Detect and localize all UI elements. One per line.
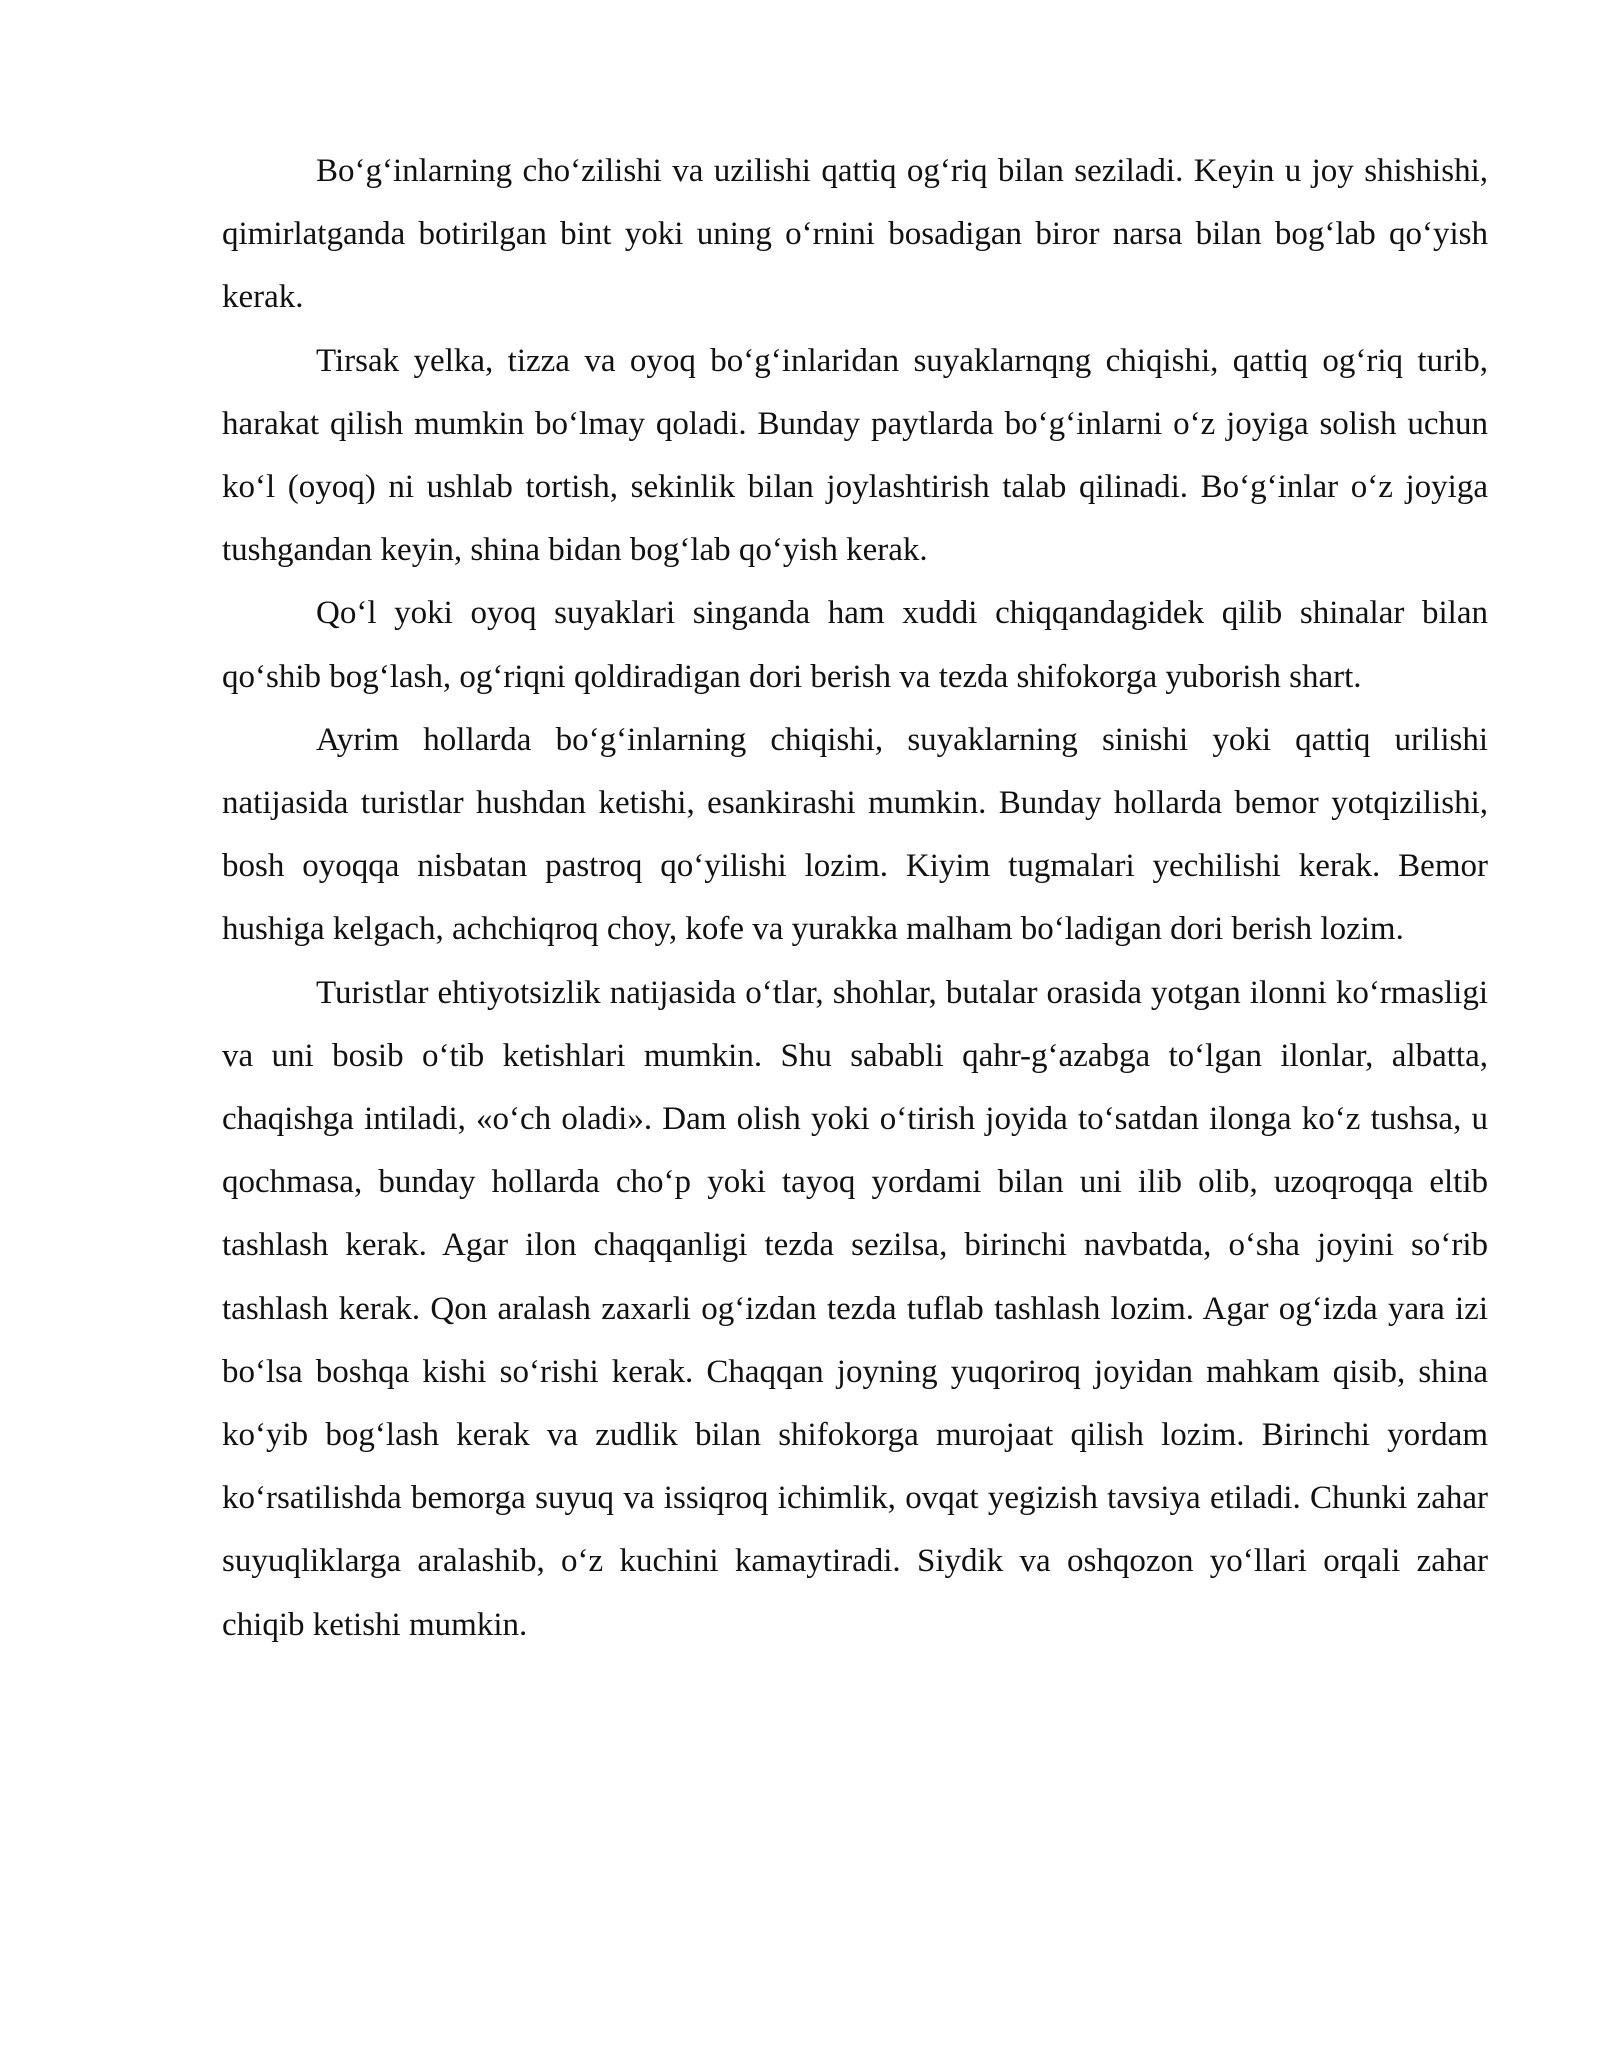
paragraph-sprains: Bo‘g‘inlarning cho‘zilishi va uzilishi qattiq og‘riq bilan seziladi. Keyin u joy shishishi, qimirlatganda botirilgan bint yoki uning o‘rnini bosadigan biror narsa bilan bog‘lab qo‘yish kerak. (222, 153, 1488, 316)
paragraph-dislocations: Tirsak yelka, tizza va oyoq bo‘g‘inlaridan suyaklarnqng chiqishi, qattiq og‘riq turib, harakat qilish mumkin bo‘lmay qoladi. Bunday paytlarda bo‘g‘inlarni o‘z joyiga solish uchun ko‘l (oyoq) ni ushlab tortish, sekinlik bilan joylashtirish talab qilinadi. Bo‘g‘inlar o‘z joyiga tushgandan keyin, shina bidan bog‘lab qo‘yish kerak. (222, 342, 1488, 569)
paragraph-fractures: Qo‘l yoki oyoq suyaklari singanda ham xuddi chiqqandagidek qilib shinalar bilan qo‘shib bog‘lash, og‘riqni qoldiradigan dori berish va tezda shifokorga yuborish shart. (222, 595, 1488, 695)
paragraph-fainting: Ayrim hollarda bo‘g‘inlarning chiqishi, suyaklarning sinishi yoki qattiq urilishi natijasida turistlar hushdan ketishi, esankirashi mumkin. Bunday hollarda bemor yotqizilishi, bosh oyoqqa nisbatan pastroq qo‘yilishi lozim. Kiyim tugmalari yechilishi kerak. Bemor hushiga kelgach, achchiqroq choy, kofe va yurakka malham bo‘ladigan dori berish lozim. (222, 721, 1488, 948)
document-body (222, 140, 1488, 1657)
paragraph-snake-bites: Turistlar ehtiyotsizlik natijasida o‘tlar, shohlar, butalar orasida yotgan ilonni ko‘rmasligi va uni bosib o‘tib ketishlari mumkin. Shu sababli qahr-g‘azabga to‘lgan ilonlar, albatta, chaqishga intiladi, «o‘ch oladi». Dam olish yoki o‘tirish joyida to‘satdan ilonga ko‘z tushsa, u qochmasa, bunday hollarda cho‘p yoki tayoq yordami bilan uni ilib olib, uzoqroqqa eltib tashlash kerak. Agar ilon chaqqanligi tezda sezilsa, birinchi navbatda, o‘sha joyini so‘rib tashlash kerak. Qon aralash zaxarli og‘izdan tezda tuflab tashlash lozim. Agar og‘izda yara izi bo‘lsa boshqa kishi so‘rishi kerak. Chaqqan joyning yuqoriroq joyidan mahkam qisib, shina ko‘yib bog‘lash kerak va zudlik bilan shifokorga murojaat qilish lozim. Birinchi yordam ko‘rsatilishda bemorga suyuq va issiqroq ichimlik, ovqat yegizish tavsiya etiladi. Chunki zahar suyuqliklarga aralashib, o‘z kuchini kamaytiradi. Siydik va oshqozon yo‘llari orqali zahar chiqib ketishi mumkin. (222, 974, 1488, 1643)
